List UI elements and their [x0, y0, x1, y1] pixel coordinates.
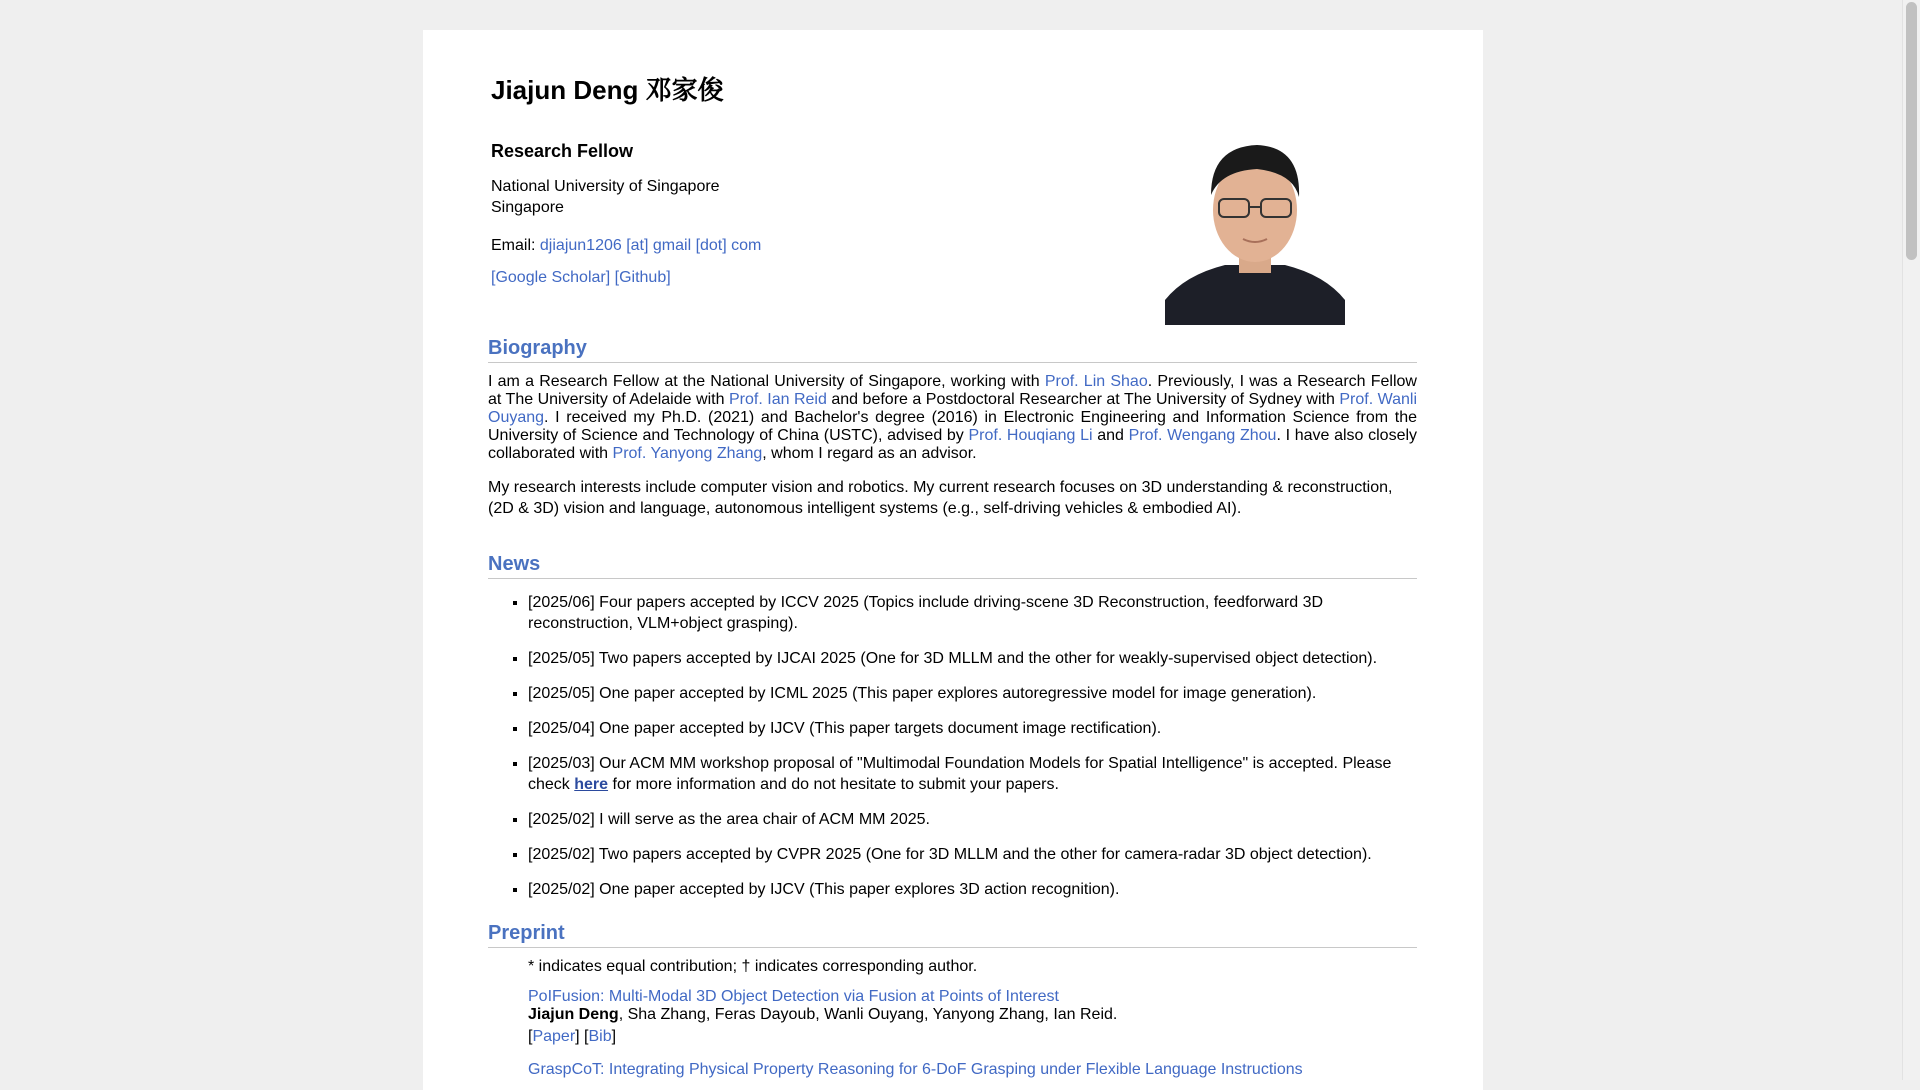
- profile-photo: [1165, 125, 1345, 325]
- github-link[interactable]: [Github]: [614, 269, 671, 286]
- publication-links: [Paper] [Bib]: [528, 1028, 617, 1045]
- news-item: [528, 753, 1417, 795]
- biography-heading: Biography: [488, 337, 1417, 363]
- email-label: Email:: [491, 237, 536, 254]
- bio-text: . Previously, I was a Research Fellow at The University of Adelaide with: [488, 373, 1417, 408]
- main-content: [488, 337, 1417, 1079]
- publication-title-link[interactable]: PoIFusion: Multi-Modal 3D Object Detection via Fusion at Points of Interest: [528, 988, 1059, 1005]
- news-item: ▪ [2025/04] One paper accepted by IJCV (This paper targets document image rectification).: [528, 718, 1417, 739]
- email-line: [491, 237, 761, 255]
- bio-text: and before a Postdoctoral Researcher at The University of Sydney with: [826, 391, 1340, 408]
- news-item: ▪ [2025/02] One paper accepted by IJCV (This paper explores 3D action recognition).: [528, 879, 1417, 900]
- profile-header: [491, 70, 761, 287]
- news-text: [2025/03] Our ACM MM workshop proposal of "Multimodal Foundation Models for Spatial Intelligence" is accepted. Please check: [528, 755, 1392, 793]
- bio-text: . I have also closely collaborated with: [488, 427, 1418, 462]
- news-item: ▪ [2025/02] I will serve as the area chair of ACM MM 2025.: [528, 809, 1417, 830]
- news-list: [488, 592, 1417, 900]
- biography-section: [488, 337, 1417, 519]
- publication-authors: [528, 1006, 1417, 1024]
- affiliation-location: Singapore: [491, 199, 564, 216]
- affiliation: [491, 176, 761, 218]
- bio-text: . I received my Ph.D. (2021) and Bachelor's degree (2016) in Electronic Engineering and Information Science from the University of Science and Technology of China (USTC), advised by: [488, 409, 1417, 444]
- bio-text: , whom I regard as an advisor.: [762, 445, 977, 462]
- link-wanli-ouyang[interactable]: Prof. Wanli Ouyang: [488, 391, 1418, 426]
- bib-link[interactable]: Bib: [588, 1028, 612, 1045]
- scrollbar-thumb[interactable]: [1906, 2, 1917, 260]
- bio-text: and: [1092, 427, 1129, 444]
- affiliation-name: National University of Singapore: [491, 178, 720, 195]
- google-scholar-link[interactable]: [Google Scholar]: [491, 269, 611, 286]
- email-link[interactable]: djiajun1206 [at] gmail [dot] com: [539, 237, 762, 254]
- link-wengang-zhou[interactable]: Prof. Wengang Zhou: [1128, 427, 1277, 444]
- bio-text: I am a Research Fellow at the National University of Singapore, working with: [488, 373, 1045, 390]
- news-heading: News: [488, 553, 1417, 579]
- portrait-image: [1165, 125, 1345, 325]
- publication-item: [528, 1061, 1417, 1079]
- preprint-heading: Preprint: [488, 922, 1417, 948]
- first-author: Jiajun Deng: [528, 1006, 619, 1023]
- biography-paragraph: [488, 373, 1417, 463]
- preprint-list: [488, 957, 1417, 1079]
- publication-title-link[interactable]: GraspCoT: Integrating Physical Property Reasoning for 6-DoF Grasping under Flexible Language Instructions: [528, 1061, 1303, 1078]
- link-houqiang-li[interactable]: Prof. Houqiang Li: [968, 427, 1093, 444]
- link-yanyong-zhang[interactable]: Prof. Yanyong Zhang: [612, 445, 763, 462]
- vertical-scrollbar[interactable]: [1902, 0, 1920, 1080]
- contribution-note: * indicates equal contribution; † indicates corresponding author.: [528, 958, 978, 975]
- publication-item: [528, 988, 1417, 1046]
- news-text: for more information and do not hesitate to submit your papers.: [608, 776, 1059, 793]
- preprint-section: [488, 922, 1417, 1079]
- research-interests: My research interests include computer vision and robotics. My current research focuses on 3D understanding & reconstruction, (2D & 3D) vision and language, autonomous intelligent systems (e.g., self-driving vehicles & embodied AI).: [488, 479, 1393, 517]
- paper-link[interactable]: Paper: [532, 1028, 576, 1045]
- link-ian-reid[interactable]: Prof. Ian Reid: [728, 391, 827, 408]
- page-title: Jiajun Deng 邓家俊: [491, 75, 724, 105]
- news-section: [488, 553, 1417, 900]
- news-item: ▪ [2025/02] Two papers accepted by CVPR 2025 (One for 3D MLLM and the other for camera-radar 3D object detection).: [528, 844, 1417, 865]
- link-lin-shao[interactable]: Prof. Lin Shao: [1044, 373, 1148, 390]
- profile-links: [491, 269, 761, 287]
- news-item: ▪ [2025/05] One paper accepted by ICML 2025 (This paper explores autoregressive model for image generation).: [528, 683, 1417, 704]
- position-title: Research Fellow: [491, 141, 634, 161]
- other-authors: , Sha Zhang, Feras Dayoub, Wanli Ouyang, Yanyong Zhang, Ian Reid.: [618, 1006, 1118, 1023]
- page-container: [423, 30, 1483, 1090]
- workshop-here-link[interactable]: here: [574, 776, 609, 793]
- news-item: ▪ [2025/06] Four papers accepted by ICCV 2025 (Topics include driving-scene 3D Reconstruction, feedforward 3D reconstruction, VLM+object grasping).: [528, 592, 1417, 634]
- news-item: ▪ [2025/05] Two papers accepted by IJCAI 2025 (One for 3D MLLM and the other for weakly-supervised object detection).: [528, 648, 1417, 669]
